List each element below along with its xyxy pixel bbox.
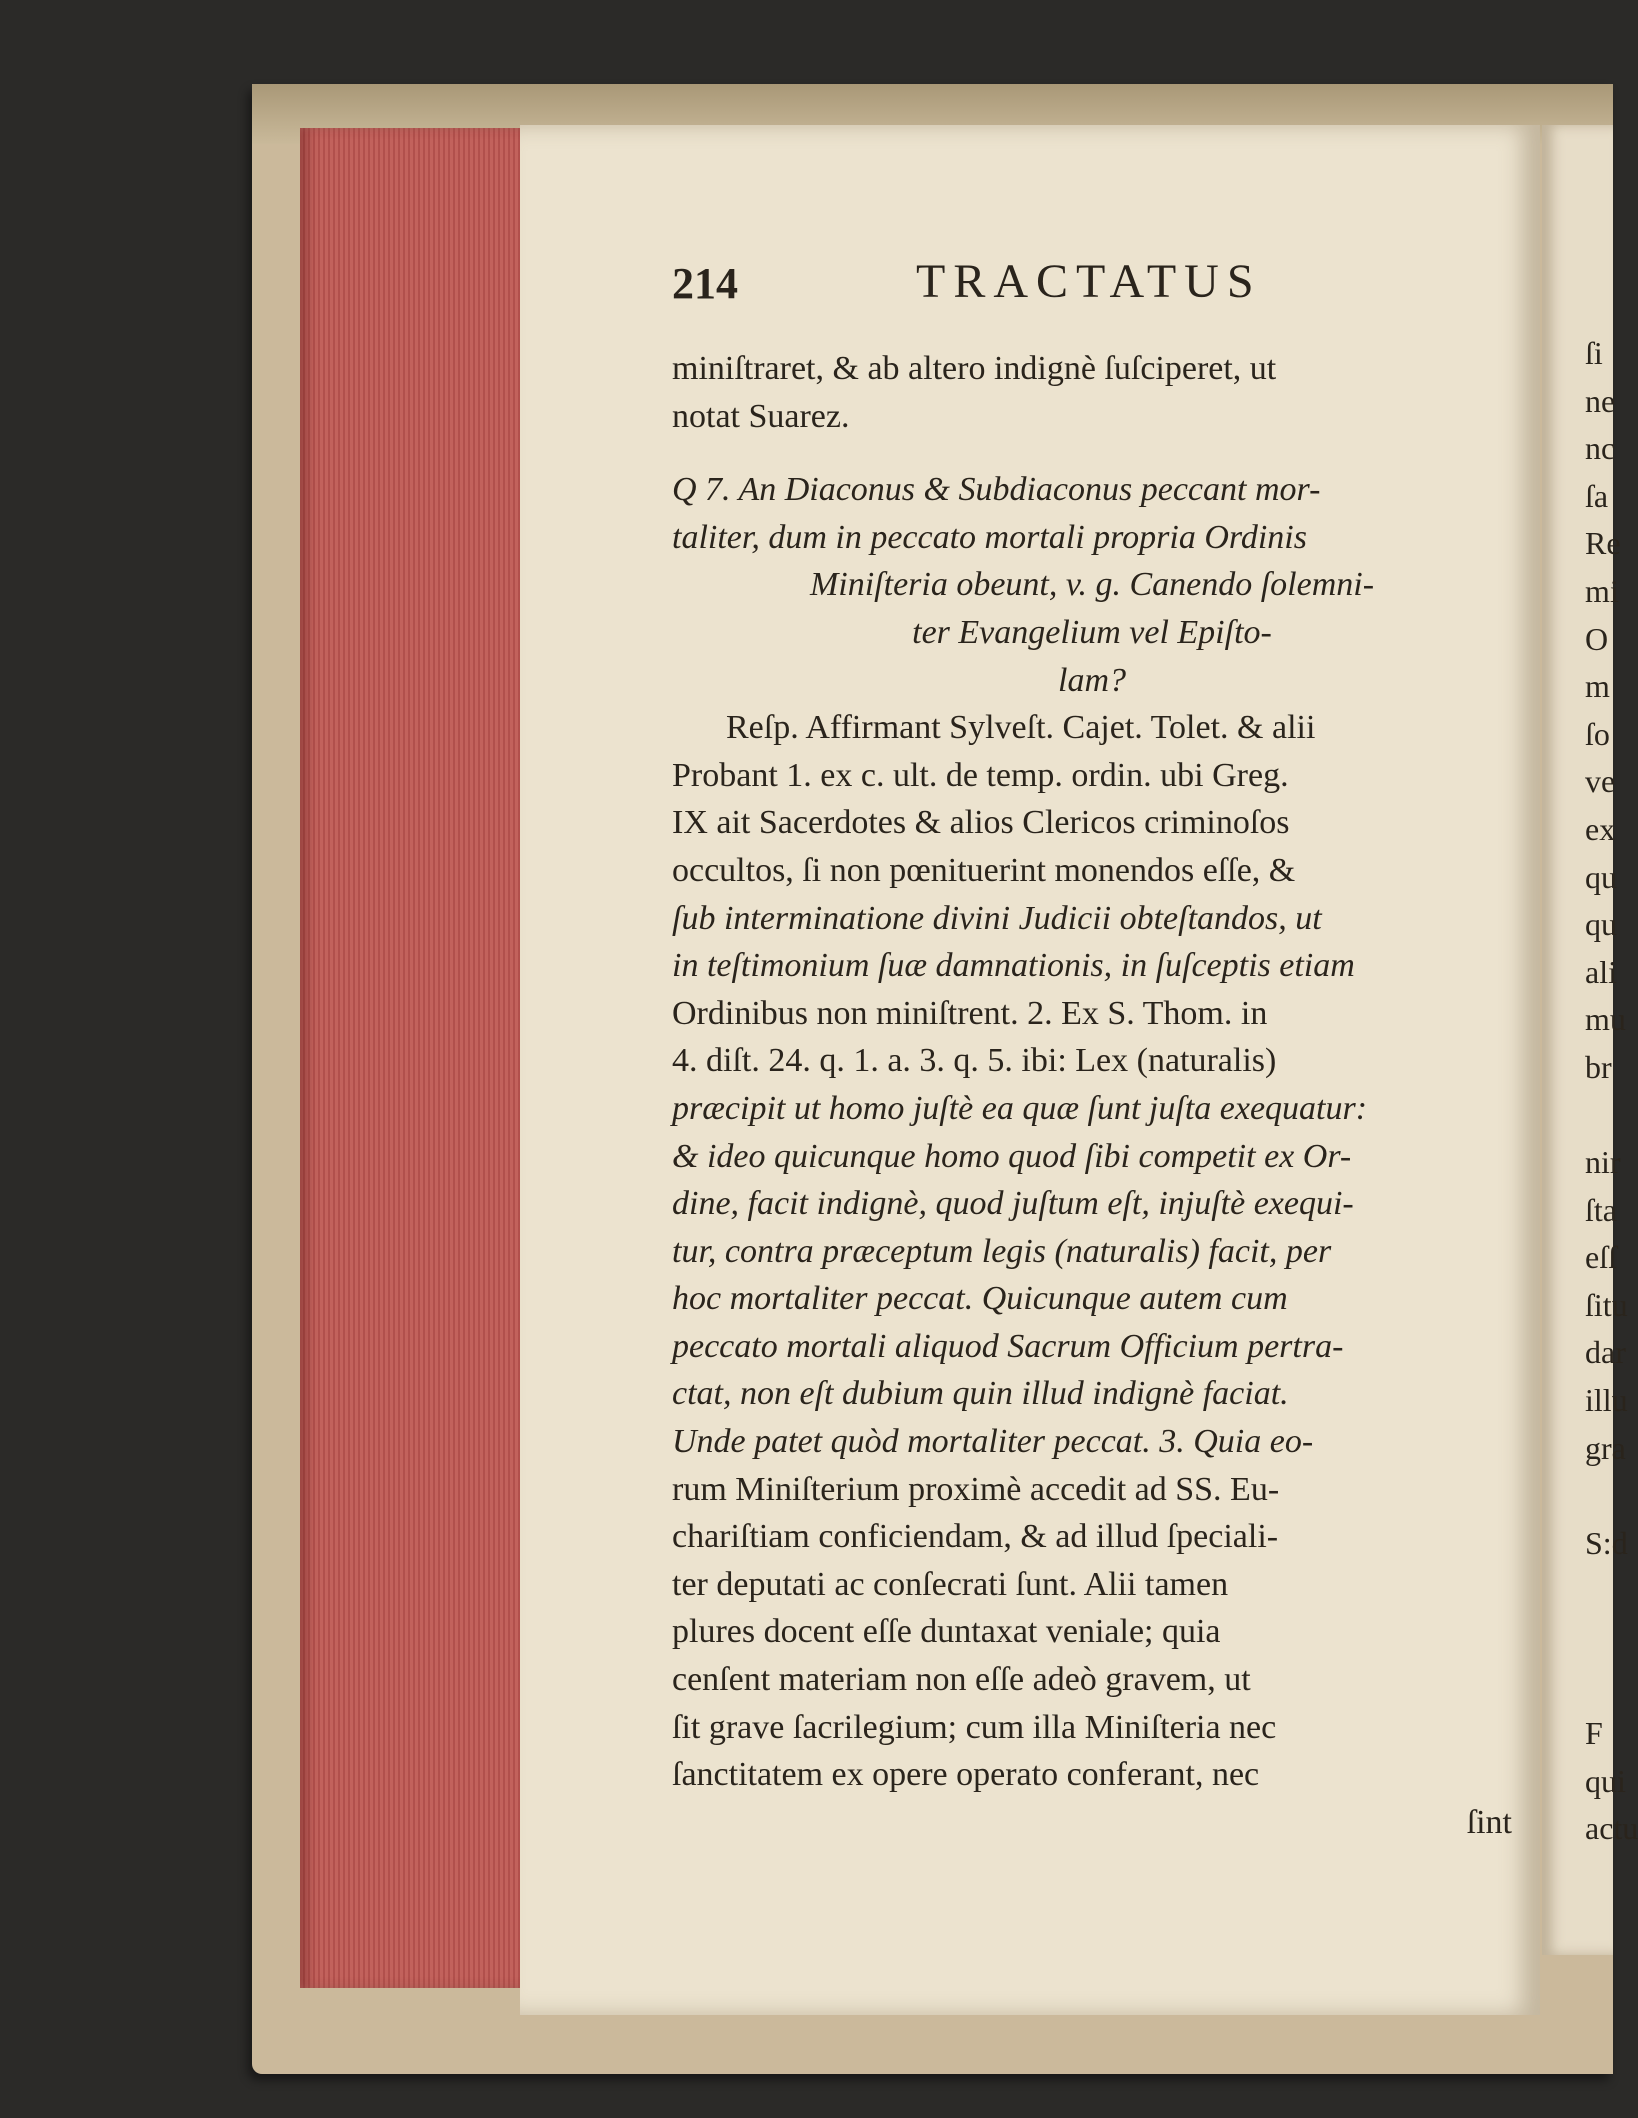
fragment-line: mi [1585,572,1619,609]
fragment-line: qui [1585,1762,1626,1799]
text-line: in teſtimonium ſuæ damnationis, in ſuſceptis etiam [672,947,1355,985]
fragment-line: ne [1585,382,1616,419]
fragment-line [1585,1472,1625,1520]
text-line: dine, facit indignè, quod juſtum eſt, injuſtè exequi- [672,1185,1354,1223]
text-line: Ordinibus non miniſtrent. 2. Ex S. Thom. in [672,994,1268,1032]
text-line: peccato mortali aliquod Sacrum Officium pertra- [672,1327,1344,1365]
fragment-line: dar [1585,1334,1626,1371]
text-line: præcipit ut homo juſtè ea quæ ſunt juſta exequatur: [672,1089,1368,1127]
fragment-line [1585,1567,1625,1615]
fragment-line: ve [1585,763,1616,800]
fragment-line: O [1585,620,1609,657]
right-page-fragments [1585,330,1638,1853]
text-line: plures docent eſſe duntaxat veniale; quia [672,1613,1221,1651]
fragment-line: nir [1585,1144,1621,1181]
text-line: Probant 1. ex c. ult. de temp. ordin. ubi Greg. [672,756,1289,794]
text-line: ctat, non eſt dubium quin illud indignè faciat. [672,1375,1289,1413]
text-line: IX ait Sacerdotes & alios Clericos criminoſos [672,804,1290,842]
text-line: tur, contra præceptum legis (naturalis) facit, per [672,1232,1332,1270]
text-line: occultos, ſi non pœnituerint monendos eſſe, & [672,851,1296,889]
question-line: taliter, dum in peccato mortali propria Ordinis [672,518,1307,556]
text-line: hoc mortaliter peccat. Quicunque autem cum [672,1280,1288,1318]
text-line: Unde patet quòd mortaliter peccat. 3. Quia eo- [672,1423,1314,1461]
fragment-line: qu [1585,906,1617,943]
running-title: TRACTATUS [916,255,1262,308]
page-header [672,254,1492,324]
fragment-line: illu [1585,1382,1628,1419]
fragment-line: ex [1585,810,1616,847]
question-line: lam? [1058,661,1126,699]
text-line: rum Miniſterium proximè accedit ad SS. Eu- [672,1470,1280,1508]
fragment-line [1585,1615,1625,1663]
body-text [672,345,1512,1846]
question-line: Miniſteria obeunt, v. g. Canendo ſolemni- [809,566,1375,604]
text-line: notat Suarez. [672,397,850,435]
text-line: Reſp. Affirmant Sylveſt. Cajet. Tolet. & alii [726,709,1316,747]
question-line: ter Evangelium vel Epiſto- [912,613,1272,651]
text-line: 4. diſt. 24. q. 1. a. 3. q. 5. ibi: Lex (naturalis) [672,1042,1277,1080]
fragment-line: eſſ [1585,1239,1617,1276]
text-line: ſub interminatione divini Judicii obteſtandos, ut [672,899,1322,937]
fragment-line [1585,1092,1625,1140]
fragment-line [1585,1663,1625,1711]
fragment-line: ali [1585,953,1617,990]
fragment-line: gra [1585,1429,1626,1466]
fragment-line: nc [1585,430,1616,467]
text-line: ſanctitatem ex opere operato conferant, nec [672,1756,1260,1794]
question-line: Q 7. An Diaconus & Subdiaconus peccant mor- [672,471,1321,509]
text-line: ter deputati ac conſecrati ſunt. Alii tamen [672,1565,1229,1603]
text-line: ſit grave ſacrilegium; cum illa Miniſteria nec [672,1708,1277,1746]
catchword: ſint [1466,1803,1512,1841]
fragment-line: S:d [1585,1524,1628,1561]
fragment-line: ſitu [1585,1286,1628,1323]
text-line: chariſtiam conficiendam, & ad illud ſpeciali- [672,1518,1279,1556]
fragment-line: br [1585,1048,1612,1085]
page-fore-edge [300,128,540,1988]
text-line: cenſent materiam non eſſe adeò gravem, ut [672,1661,1251,1699]
fragment-line: m [1585,668,1610,705]
fragment-line: ſo [1585,715,1610,752]
page-number: 214 [672,259,738,308]
fragment-line: ſi [1585,335,1603,371]
fragment-line: ſta [1585,1191,1617,1228]
text-line: & ideo quicunque homo quod ſibi competit ex Or- [672,1137,1352,1175]
fragment-line: mu [1585,1001,1626,1038]
fragment-line: actu [1585,1810,1638,1847]
fragment-line: Re [1585,525,1621,562]
text-line: miniſtraret, & ab altero indignè ſuſciperet, ut [672,350,1277,387]
fragment-line: F [1585,1715,1603,1752]
fragment-line: ſa [1585,477,1609,514]
fragment-line: qu [1585,858,1617,895]
